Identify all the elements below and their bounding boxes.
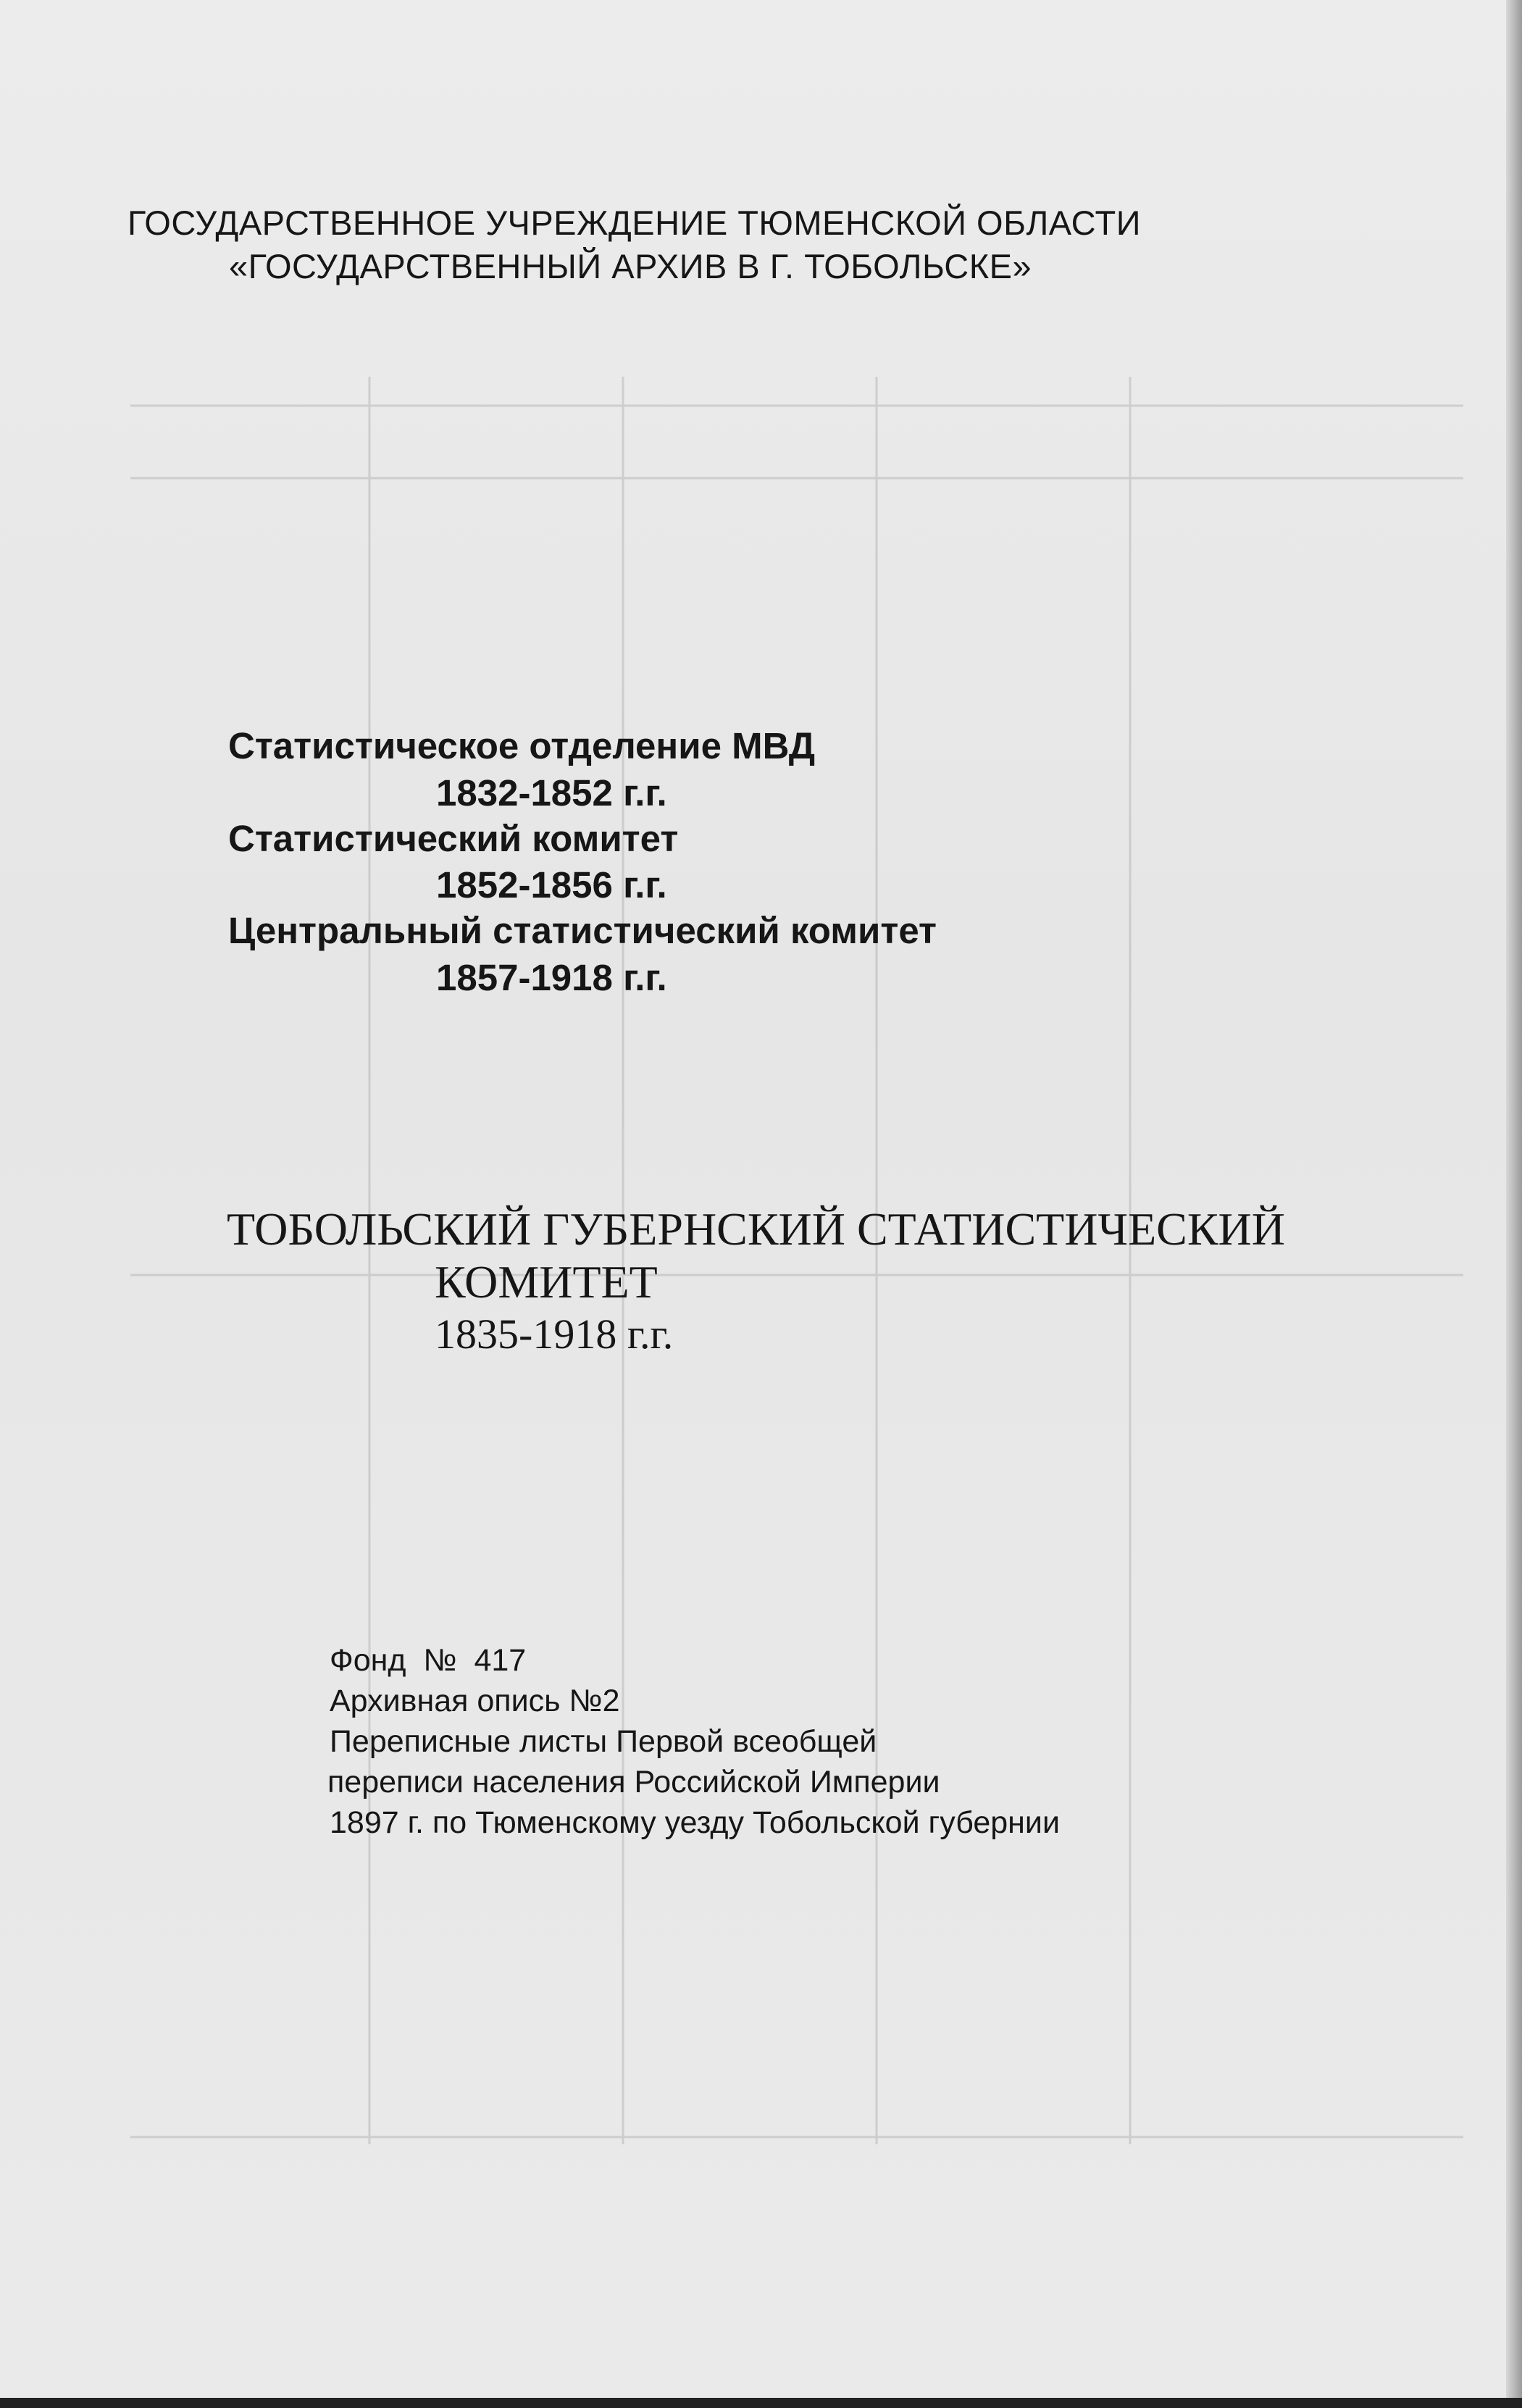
department-years: 1852-1856 г.г.: [436, 864, 667, 906]
institution-name: ГОСУДАРСТВЕННОЕ УЧРЕЖДЕНИЕ ТЮМЕНСКОЙ ОБЛАСТИ: [127, 204, 1141, 242]
department-years: 1857-1918 г.г.: [436, 957, 667, 998]
department-name: Статистический комитет: [228, 818, 679, 859]
fond-number: Фонд № 417: [330, 1643, 527, 1678]
department-name: Статистическое отделение МВД: [228, 725, 816, 766]
committee-years: 1835-1918 г.г.: [435, 1310, 674, 1358]
fond-description: Переписные листы Первой всеобщей: [330, 1724, 877, 1759]
fond-description: переписи населения Российской Империи: [327, 1765, 940, 1799]
department-years: 1832-1852 г.г.: [436, 772, 667, 814]
inventory-number: Архивная опись №2: [330, 1684, 620, 1718]
committee-title: ТОБОЛЬСКИЙ ГУБЕРНСКИЙ СТАТИСТИЧЕСКИЙ: [227, 1203, 1285, 1255]
scan-border: [0, 2398, 1522, 2408]
fond-description: 1897 г. по Тюменскому уезду Тобольской губернии: [330, 1805, 1060, 1840]
reverse-side-table-bleed: [116, 377, 1478, 2152]
department-name: Центральный статистический комитет: [228, 910, 937, 951]
archive-name: «ГОСУДАРСТВЕННЫЙ АРХИВ В Г. ТОБОЛЬСКЕ»: [229, 247, 1032, 285]
page-edge-shadow: [1506, 0, 1522, 2408]
committee-title-cont: КОМИТЕТ: [435, 1256, 658, 1308]
